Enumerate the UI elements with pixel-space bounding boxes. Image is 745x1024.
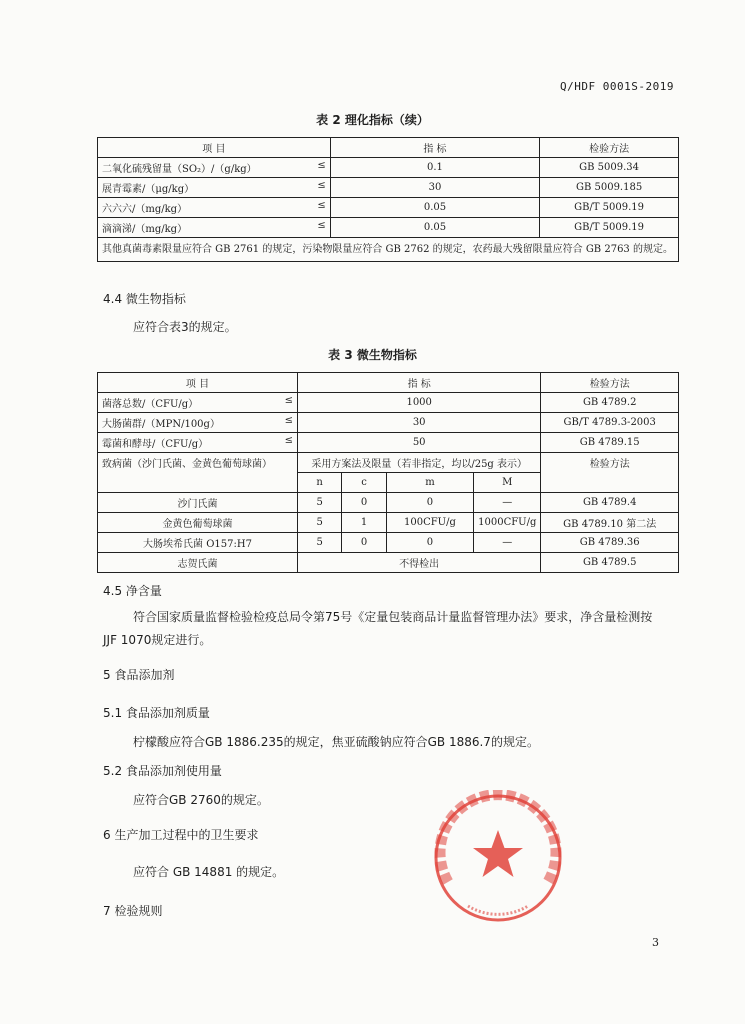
row-value: 30 bbox=[297, 413, 540, 433]
row-method: GB 4789.2 bbox=[541, 393, 679, 413]
header-value: 指 标 bbox=[330, 138, 539, 158]
row-item: 霉菌和酵母/（CFU/g） bbox=[102, 439, 209, 450]
row-method: GB/T 5009.19 bbox=[540, 218, 679, 238]
header-item: 项 目 bbox=[98, 373, 298, 393]
section-5-heading: 5 食品添加剂 bbox=[103, 668, 175, 682]
le-sign: ≤ bbox=[317, 220, 326, 231]
table-row bbox=[98, 178, 679, 198]
pathogen-method: GB 4789.5 bbox=[541, 553, 679, 573]
pathogen-header-row bbox=[98, 453, 679, 473]
table-row bbox=[98, 198, 679, 218]
subheader-n: n bbox=[297, 473, 341, 493]
pathogen-method-header: 检验方法 bbox=[541, 453, 679, 493]
pathogen-c: 0 bbox=[342, 493, 386, 513]
section-4-5-text: 符合国家质量监督检验检疫总局令第75号《定量包装商品计量监督管理办法》要求，净含量检测按 bbox=[133, 610, 653, 624]
section-5-1-text: 柠檬酸应符合GB 1886.235的规定，焦亚硫酸钠应符合GB 1886.7的规定。 bbox=[133, 735, 539, 749]
pathogen-n: 5 bbox=[297, 493, 341, 513]
row-method: GB/T 4789.3-2003 bbox=[541, 413, 679, 433]
page-number: 3 bbox=[652, 936, 659, 949]
subheader-m: m bbox=[386, 473, 473, 493]
le-sign: ≤ bbox=[317, 160, 326, 171]
pathogen-m: 0 bbox=[386, 493, 473, 513]
row-value: 0.1 bbox=[330, 158, 539, 178]
table-header-row bbox=[98, 373, 679, 393]
table-row bbox=[98, 513, 679, 533]
row-value: 0.05 bbox=[330, 218, 539, 238]
row-item: 二氧化硫残留量（SO₂）/（g/kg） bbox=[102, 164, 257, 175]
table3-caption: 表 3 微生物指标 bbox=[328, 348, 417, 362]
section-4-4-text: 应符合表3的规定。 bbox=[133, 320, 237, 334]
pathogen-method: GB 4789.36 bbox=[541, 533, 679, 553]
table2-caption: 表 2 理化指标（续） bbox=[316, 113, 429, 127]
row-value: 50 bbox=[297, 433, 540, 453]
row-method: GB 4789.15 bbox=[541, 433, 679, 453]
pathogen-value: 不得检出 bbox=[297, 553, 540, 573]
pathogen-name: 志贺氏菌 bbox=[98, 553, 298, 573]
table-header-row bbox=[98, 138, 679, 158]
row-item: 滴滴涕/（mg/kg） bbox=[102, 224, 188, 235]
section-4-4-heading: 4.4 微生物指标 bbox=[103, 292, 186, 306]
table-row bbox=[98, 553, 679, 573]
le-sign: ≤ bbox=[284, 395, 293, 406]
row-value: 0.05 bbox=[330, 198, 539, 218]
pathogen-method: GB 4789.10 第二法 bbox=[541, 513, 679, 533]
section-6-text: 应符合 GB 14881 的规定。 bbox=[133, 865, 285, 879]
le-sign: ≤ bbox=[284, 435, 293, 446]
table-row bbox=[98, 533, 679, 553]
section-7-heading: 7 检验规则 bbox=[103, 904, 163, 918]
pathogen-c: 0 bbox=[342, 533, 386, 553]
le-sign: ≤ bbox=[317, 200, 326, 211]
header-item: 项 目 bbox=[98, 138, 331, 158]
row-value: 30 bbox=[330, 178, 539, 198]
header-method: 检验方法 bbox=[541, 373, 679, 393]
pathogen-name: 金黄色葡萄球菌 bbox=[98, 513, 298, 533]
pathogen-n: 5 bbox=[297, 533, 341, 553]
le-sign: ≤ bbox=[317, 180, 326, 191]
row-method: GB 5009.185 bbox=[540, 178, 679, 198]
section-5-2-text: 应符合GB 2760的规定。 bbox=[133, 793, 269, 807]
company-seal bbox=[418, 790, 578, 930]
table-row bbox=[98, 413, 679, 433]
seal-star-icon bbox=[473, 830, 523, 877]
pathogen-M: 1000CFU/g bbox=[474, 513, 541, 533]
row-method: GB 5009.34 bbox=[540, 158, 679, 178]
row-method: GB/T 5009.19 bbox=[540, 198, 679, 218]
header-value: 指 标 bbox=[297, 373, 540, 393]
subheader-M: M bbox=[474, 473, 541, 493]
table-note-row bbox=[98, 238, 679, 262]
pathogen-method: GB 4789.4 bbox=[541, 493, 679, 513]
section-6-heading: 6 生产加工过程中的卫生要求 bbox=[103, 828, 259, 842]
table3 bbox=[97, 372, 679, 573]
pathogen-name: 沙门氏菌 bbox=[98, 493, 298, 513]
section-5-1-heading: 5.1 食品添加剂质量 bbox=[103, 706, 210, 720]
pathogen-m: 0 bbox=[386, 533, 473, 553]
row-value: 1000 bbox=[297, 393, 540, 413]
seal-number-arc bbox=[468, 906, 528, 914]
row-item: 六六六/（mg/kg） bbox=[102, 204, 188, 215]
pathogen-M: — bbox=[474, 493, 541, 513]
section-4-5-heading: 4.5 净含量 bbox=[103, 584, 162, 598]
row-item: 大肠菌群/（MPN/100g） bbox=[102, 419, 220, 430]
row-item: 展青霉素/（μg/kg） bbox=[102, 184, 195, 195]
pathogen-label: 致病菌（沙门氏菌、金黄色葡萄球菌） bbox=[98, 453, 298, 493]
table-row bbox=[98, 433, 679, 453]
pathogen-name: 大肠埃希氏菌 O157:H7 bbox=[98, 533, 298, 553]
section-5-2-heading: 5.2 食品添加剂使用量 bbox=[103, 764, 222, 778]
pathogen-M: — bbox=[474, 533, 541, 553]
table2 bbox=[97, 137, 679, 262]
subheader-c: c bbox=[342, 473, 386, 493]
table-row bbox=[98, 218, 679, 238]
table-row bbox=[98, 493, 679, 513]
pathogen-n: 5 bbox=[297, 513, 341, 533]
table2-note: 其他真菌毒素限量应符合 GB 2761 的规定，污染物限量应符合 GB 2762 的规定，农药最大残留限量应符合 GB 2763 的规定。 bbox=[98, 238, 679, 262]
table-row bbox=[98, 158, 679, 178]
section-4-5-text-cont: JJF 1070规定进行。 bbox=[103, 633, 212, 647]
row-item: 菌落总数/（CFU/g） bbox=[102, 399, 199, 410]
sampling-header: 采用方案法及限量（若非指定，均以/25g 表示） bbox=[297, 453, 540, 473]
le-sign: ≤ bbox=[284, 415, 293, 426]
header-method: 检验方法 bbox=[540, 138, 679, 158]
pathogen-c: 1 bbox=[342, 513, 386, 533]
pathogen-m: 100CFU/g bbox=[386, 513, 473, 533]
document-id: Q/HDF 0001S-2019 bbox=[560, 80, 674, 93]
table-row bbox=[98, 393, 679, 413]
